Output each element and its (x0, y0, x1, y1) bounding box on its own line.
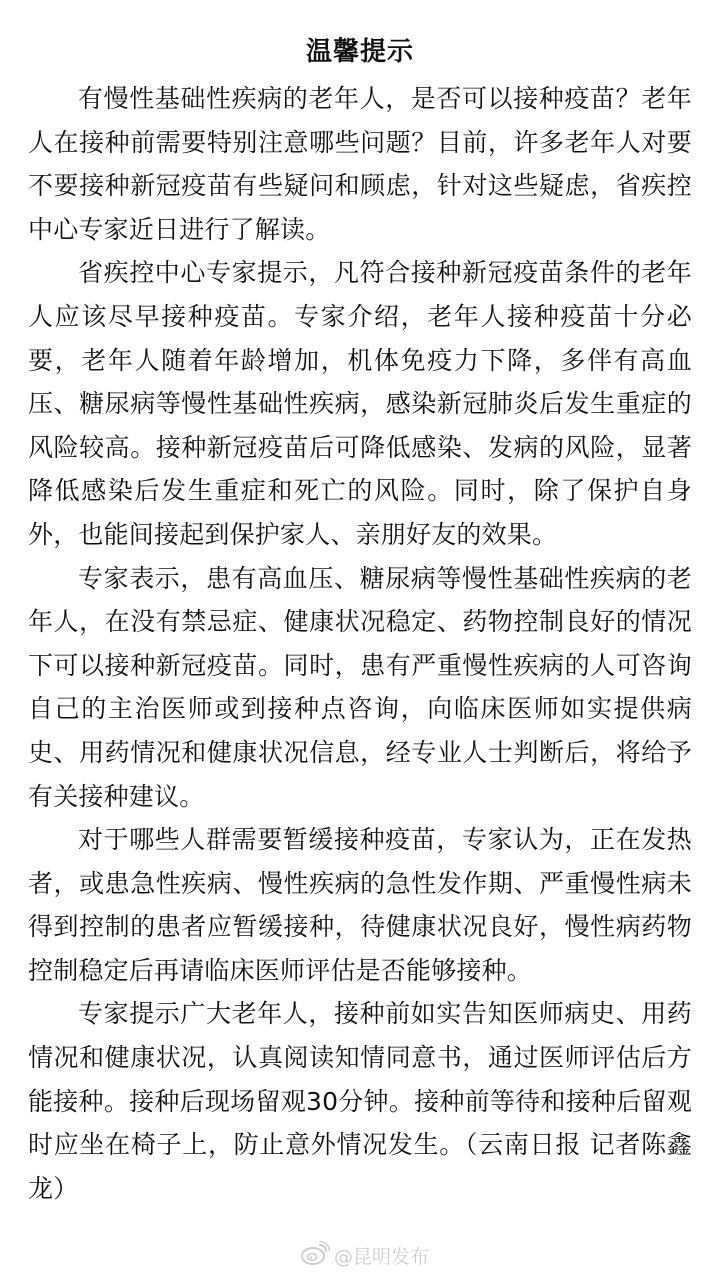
weibo-watermark (300, 1240, 429, 1270)
article-body (28, 77, 692, 1210)
paragraph-2: 省疾控中心专家提示，凡符合接种新冠疫苗条件的老年人应该尽早接种疫苗。专家介绍，老年人接种疫苗十分必要，老年人随着年龄增加，机体免疫力下降，多伴有高血压、糖尿病等慢性基础性疾病，感染新冠肺炎后发生重症的风险较高。接种新冠疫苗后可降低感染、发病的风险，显著降低感染后发生重症和死亡的风险。同时，除了保护自身外，也能间接起到保护家人、亲朋好友的效果。 (28, 258, 692, 549)
page-title: 温馨提示 (305, 37, 414, 67)
paragraph-5: 专家提示广大老年人，接种前如实告知医师病史、用药情况和健康状况，认真阅读知情同意书，通过医师评估后方能接种。接种后现场留观30分钟。接种前等待和接种后留观时应坐在椅子上，防止意外情况发生。（云南日报 记者陈鑫龙） (28, 999, 692, 1203)
paragraph-4: 对于哪些人群需要暂缓接种疫苗，专家认为，正在发热者，或患急性疾病、慢性疾病的急性发作期、严重慢性病未得到控制的患者应暂缓接种，待健康状况良好，慢性病药物控制稳定后再请临床医师评估是否能够接种。 (28, 825, 692, 985)
watermark-text: @昆明发布 (334, 1245, 430, 1268)
paragraph-3: 专家表示，患有高血压、糖尿病等慢性基础性疾病的老年人，在没有禁忌症、健康状况稳定、药物控制良好的情况下可以接种新冠疫苗。同时，患有严重慢性疾病的人可咨询自己的主治医师或到接种点咨询，向临床医师如实提供病史、用药情况和健康状况信息，经专业人士判断后，将给予有关接种建议。 (28, 563, 692, 811)
weibo-icon (300, 1240, 334, 1271)
paragraph-1: 有慢性基础性疾病的老年人，是否可以接种疫苗？老年人在接种前需要特别注意哪些问题？目前，许多老年人对要不要接种新冠疫苗有些疑问和顾虑，针对这些疑虑，省疾控中心专家近日进行了解读。 (28, 84, 692, 244)
